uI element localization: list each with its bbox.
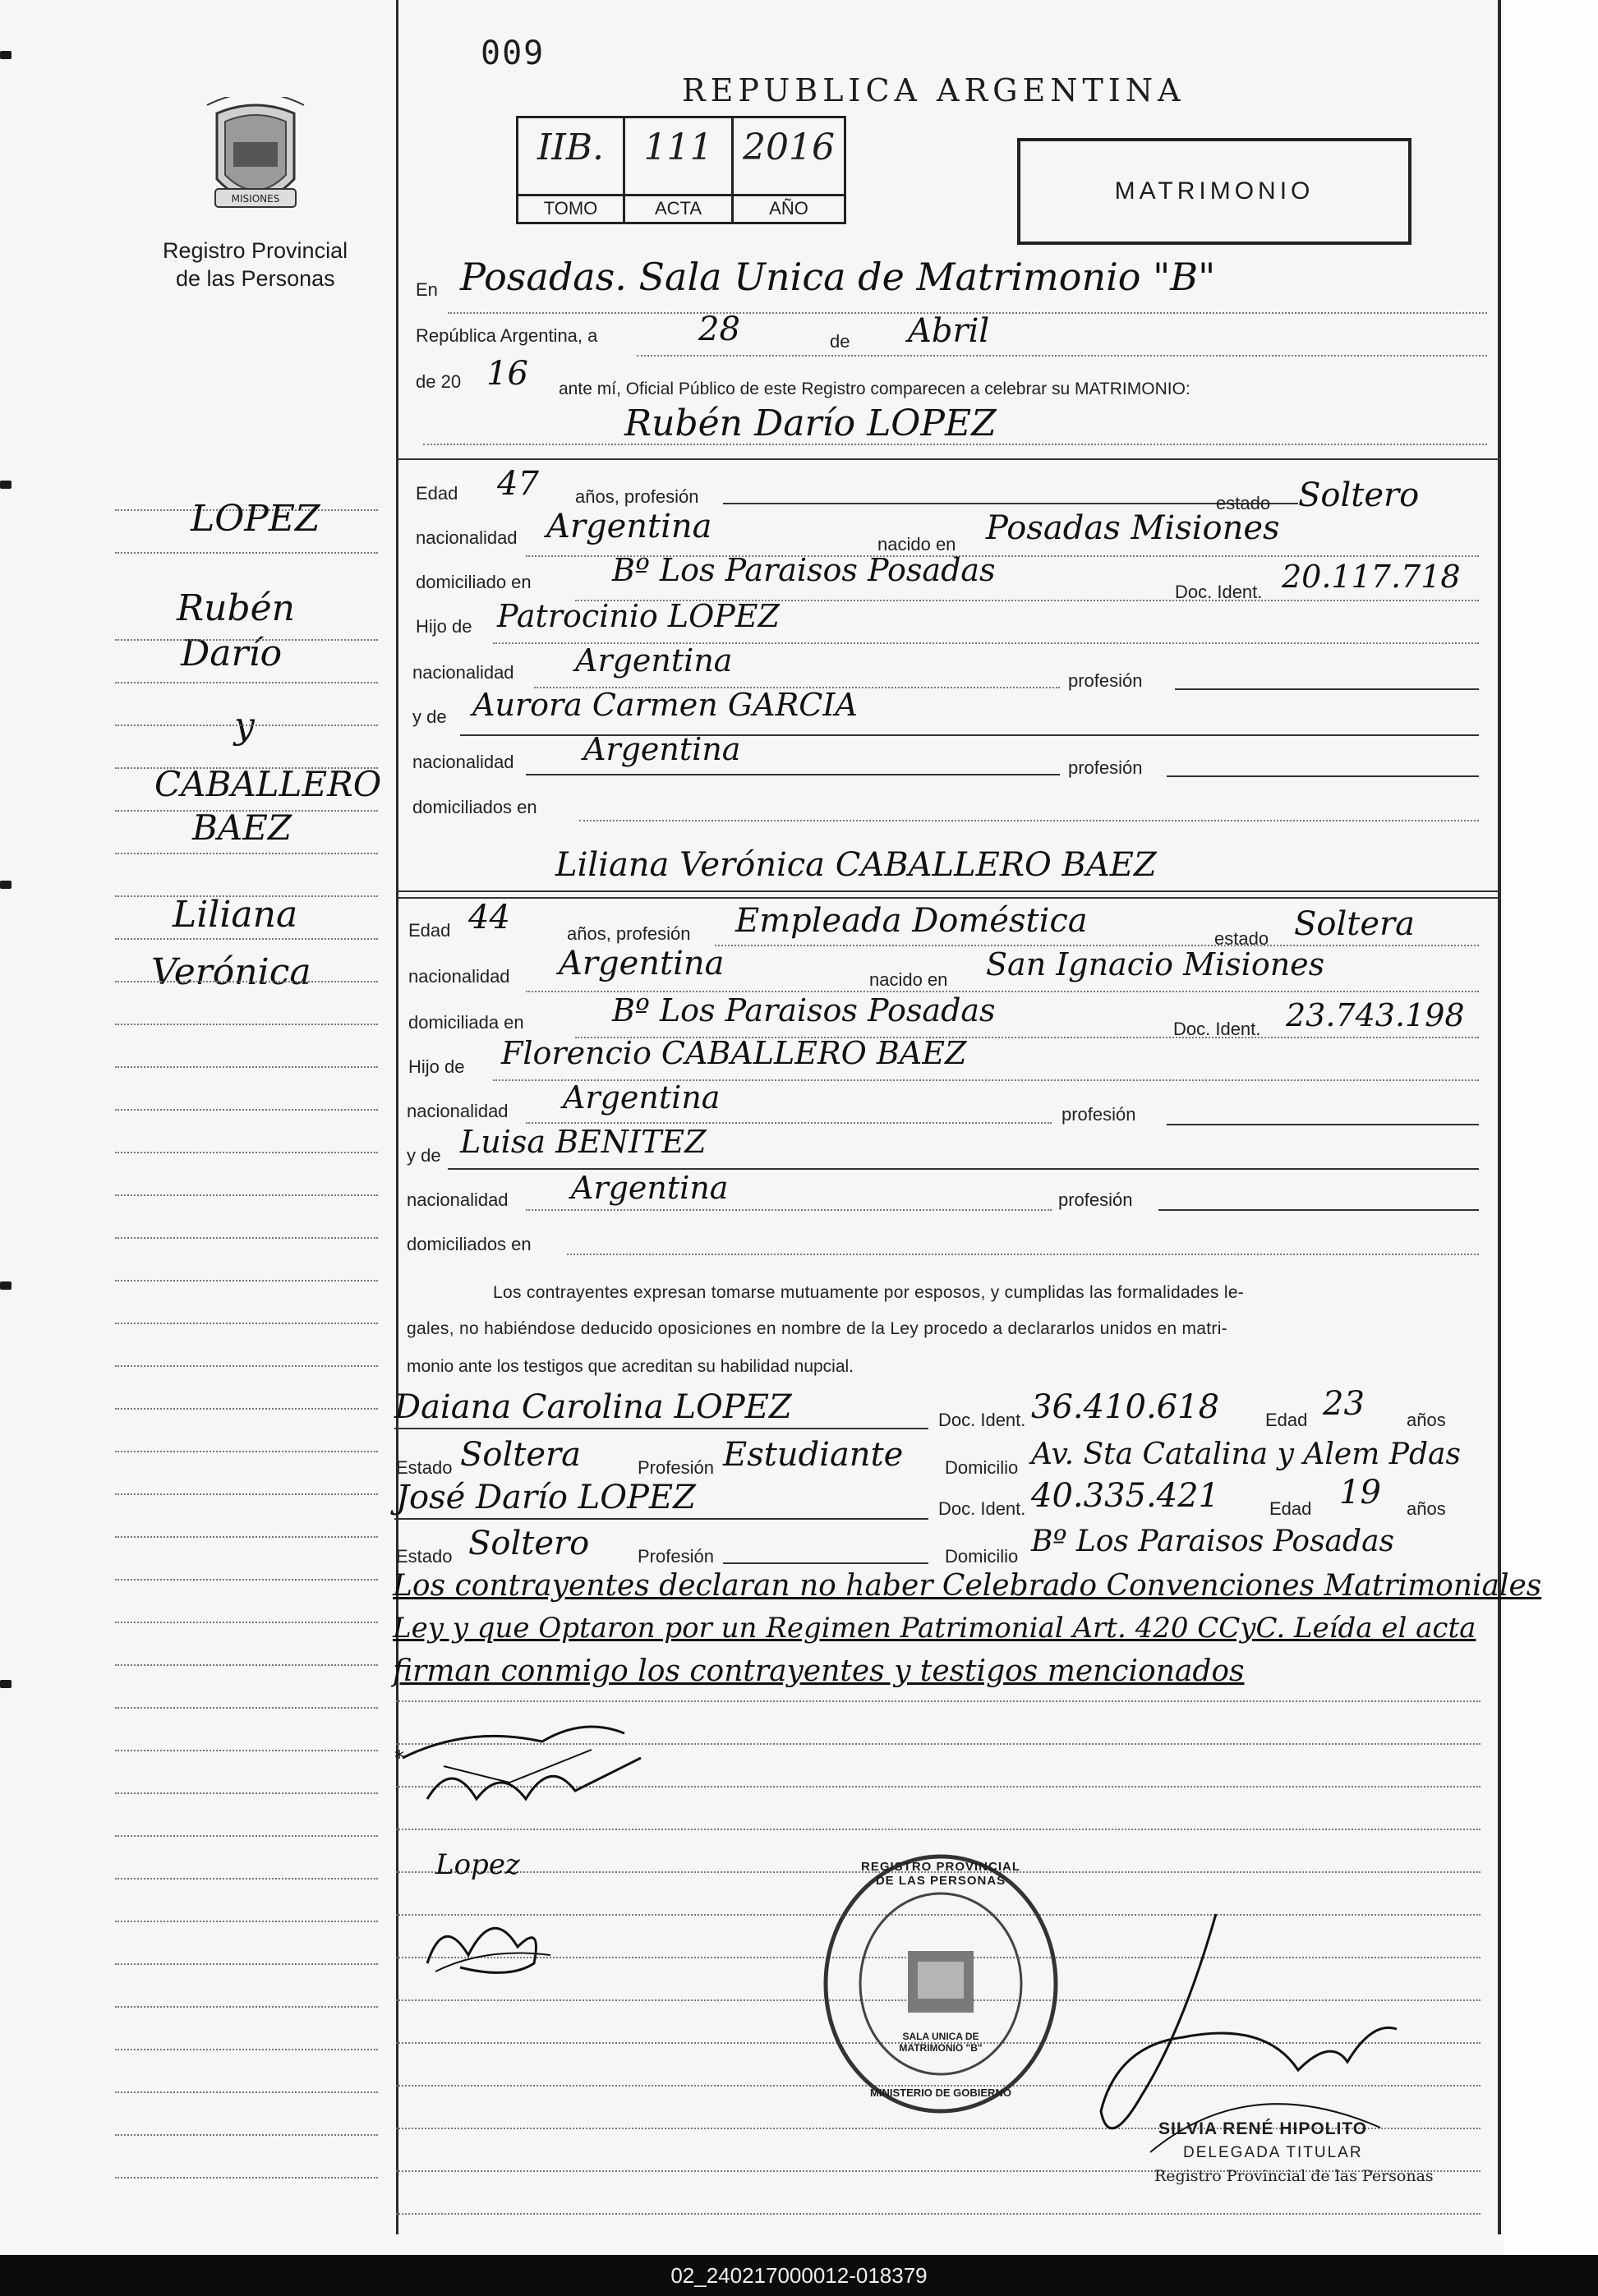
margin-line (115, 810, 378, 812)
notes-line3: firman conmigo los contrayentes y testigos mencionados (393, 1654, 1245, 1688)
bride-estado-label: estado (1214, 928, 1269, 949)
section-rule (396, 890, 1501, 892)
binding-hole (0, 481, 12, 489)
official-stamp (817, 1848, 1064, 2119)
acta-value: 111 (643, 127, 713, 168)
margin-rule (396, 0, 398, 2234)
groom-madre-nac: Argentina (583, 731, 741, 767)
witness2-profesion-label: Profesión (638, 1546, 714, 1567)
witness2-edad: 19 (1339, 1474, 1381, 1511)
margin-line (115, 1066, 378, 1068)
bride-yde-label: y de (407, 1145, 441, 1166)
groom-estado-label: estado (1216, 493, 1271, 513)
groom-nacionalidad-label: nacionalidad (416, 527, 518, 548)
margin-groom-given2: Darío (181, 633, 283, 674)
official-name: SILVIA RENÉ HIPOLITO (1158, 2119, 1368, 2138)
groom-edad: 47 (497, 465, 539, 503)
groom-anos-profesion-label: años, profesión (575, 486, 699, 507)
signature-2-text: Lopez (435, 1848, 520, 1881)
margin-line (115, 682, 378, 683)
margin-line (115, 1451, 378, 1452)
groom-yde-label: y de (412, 706, 447, 727)
margin-line (115, 1152, 378, 1153)
bride-nacido: San Ignacio Misiones (986, 946, 1325, 982)
tomo-value: IIB. (537, 127, 605, 168)
witness2-name: José Darío LOPEZ (396, 1479, 696, 1516)
groom-madre: Aurora Carmen GARCIA (472, 687, 858, 723)
groom-domiciliados-label: domiciliados en (412, 797, 537, 817)
anio-value: 2016 (743, 127, 835, 168)
witness2-edad-label: Edad (1269, 1498, 1312, 1519)
margin-bride-surname2: BAEZ (192, 808, 292, 848)
margin-line (115, 1109, 378, 1111)
fill-line (526, 774, 1060, 775)
stamp-bottom-text: MINISTERIO DE GOBIERNO (870, 2087, 1011, 2099)
bride-nacido-label: nacido en (869, 969, 948, 990)
groom-edad-label: Edad (416, 483, 458, 504)
bride-domicilio: Bº Los Paraisos Posadas (612, 992, 996, 1028)
notes-line2: Ley y que Optaron por un Regimen Patrimonial Art. 420 CCyC. Leída el acta (393, 1612, 1476, 1645)
bride-domiciliada-label: domiciliada en (408, 1012, 524, 1033)
binding-hole (0, 51, 12, 59)
witness2-domicilio: Bº Los Paraisos Posadas (1031, 1525, 1395, 1558)
margin-line (115, 1408, 378, 1410)
notes-line1: Los contrayentes declaran no haber Celebrado Convenciones Matrimoniales (393, 1569, 1542, 1603)
witness1-domicilio: Av. Sta Catalina y Alem Pdas (1031, 1438, 1461, 1471)
margin-line (115, 767, 378, 769)
groom-padre: Patrocinio LOPEZ (497, 598, 780, 634)
acta-cell (625, 118, 734, 223)
witness1-doc-label: Doc. Ident. (938, 1410, 1026, 1430)
bride-doc: 23.743.198 (1286, 997, 1465, 1033)
groom-padre-nac-label: nacionalidad (412, 662, 514, 683)
witness2-domicilio-label: Domicilio (945, 1546, 1019, 1567)
bride-padre: Florencio CABALLERO BAEZ (501, 1035, 967, 1071)
page-edge (1504, 0, 1598, 2255)
groom-doc: 20.117.718 (1282, 559, 1461, 595)
groom-nacido: Posadas Misiones (986, 509, 1280, 547)
witness1-edad: 23 (1323, 1385, 1365, 1423)
bride-estado: Soltera (1294, 905, 1415, 943)
margin-line (115, 1194, 378, 1196)
country-title: REPUBLICA ARGENTINA (682, 72, 1186, 108)
margin-line (115, 1493, 378, 1495)
month-value: Abril (908, 312, 990, 350)
bride-profesion: Empleada Doméstica (735, 902, 1088, 940)
place-value: Posadas. Sala Unica de Matrimonio "B" (460, 255, 1216, 299)
groom-full-name: Rubén Darío LOPEZ (624, 403, 997, 444)
groom-estado: Soltero (1298, 476, 1420, 514)
witness2-doc: 40.335.421 (1031, 1477, 1220, 1515)
fill-line (579, 820, 1479, 821)
declaration-line3: monio ante los testigos que acreditan su habilidad nupcial. (407, 1357, 854, 1376)
witness2-anos-label: años (1407, 1498, 1446, 1519)
record-type-box: MATRIMONIO (1017, 138, 1411, 245)
registry-name-2: de las Personas (176, 266, 335, 291)
record-reference-table (516, 116, 846, 224)
republica-label: República Argentina, a (416, 325, 598, 346)
groom-madre-nac-label: nacionalidad (412, 752, 514, 772)
witness2-estado: Soltero (468, 1525, 590, 1562)
stamp-inner-text: SALA UNICA DE MATRIMONIO "B" (899, 2031, 983, 2054)
groom-padre-prof-label: profesión (1068, 670, 1143, 691)
right-border (1498, 0, 1501, 2234)
signature-1 (394, 1709, 674, 1832)
anio-cell (734, 118, 844, 223)
bride-edad-label: Edad (408, 920, 451, 941)
bride-madre-nac: Argentina (571, 1170, 729, 1206)
declaration-line2: gales, no habiéndose deducido oposiciones en nombre de la Ley procedo a declararlos unidos en matri- (407, 1319, 1227, 1338)
signature-2 (411, 1889, 567, 1988)
day-value: 28 (698, 311, 740, 348)
bride-anos-profesion-label: años, profesión (567, 923, 691, 944)
registry-name: Registro Provincial (163, 238, 348, 263)
binding-hole (0, 1680, 12, 1688)
groom-domicilio: Bº Los Paraisos Posadas (612, 552, 996, 588)
margin-line (115, 1536, 378, 1538)
margin-bride-given1: Liliana (173, 894, 298, 936)
binding-hole (0, 881, 12, 889)
witness1-estado-label: Estado (396, 1457, 453, 1478)
margin-line (115, 639, 378, 641)
provincial-logo (200, 97, 311, 222)
witness1-doc: 36.410.618 (1031, 1388, 1220, 1426)
margin-line (115, 1237, 378, 1239)
fill-line (723, 1562, 928, 1564)
groom-nacido-label: nacido en (877, 534, 956, 554)
year-prefix: de 20 (416, 371, 462, 392)
margin-line (115, 1024, 378, 1025)
witness2-estado-label: Estado (396, 1546, 453, 1567)
svg-text:*: * (394, 1746, 404, 1769)
ruled-line (396, 2213, 1481, 2215)
official-org: Registro Provincial de las Personas (1154, 2167, 1434, 2185)
witness1-anos-label: años (1407, 1410, 1446, 1430)
groom-madre-prof-label: profesión (1068, 757, 1143, 778)
stamp-outer-text: REGISTRO PROVINCIAL DE LAS PERSONAS (860, 1860, 1020, 1888)
sequence-number: 009 (481, 35, 546, 72)
bride-edad: 44 (468, 899, 510, 936)
margin-line (115, 853, 378, 854)
acta-label: ACTA (625, 194, 731, 223)
margin-line (115, 1579, 378, 1581)
section-rule (396, 458, 1501, 460)
margin-groom-surname: LOPEZ (191, 498, 320, 540)
svg-text:MISIONES: MISIONES (231, 193, 280, 205)
en-label: En (416, 279, 438, 300)
margin-bride-given2: Verónica (151, 951, 311, 993)
margin-line (115, 1878, 378, 1880)
margin-line (115, 552, 378, 554)
binding-hole (0, 1281, 12, 1290)
official-title: DELEGADA TITULAR (1183, 2144, 1363, 2161)
margin-line (115, 1664, 378, 1666)
witness1-estado: Soltera (460, 1436, 581, 1474)
intro-text: ante mí, Oficial Público de este Registro comparecen a celebrar su MATRIMONIO: (559, 380, 1190, 398)
document-id-footer: 02_240217000012-018379 (0, 2255, 1598, 2296)
margin-line (115, 2177, 378, 2179)
margin-groom-given1: Rubén (177, 587, 296, 629)
fill-line (394, 1428, 928, 1429)
margin-line (115, 1323, 378, 1324)
bride-madre-prof-label: profesión (1058, 1189, 1133, 1210)
margin-conjunction: y (234, 705, 255, 747)
margin-line (115, 2049, 378, 2050)
witness1-domicilio-label: Domicilio (945, 1457, 1019, 1478)
section-rule (396, 897, 1501, 899)
witness1-edad-label: Edad (1265, 1410, 1308, 1430)
margin-line (115, 2006, 378, 2008)
fill-line (526, 1209, 1052, 1211)
witness1-profesion: Estudiante (723, 1436, 904, 1474)
fill-line (567, 1254, 1479, 1255)
bride-madre-nac-label: nacionalidad (407, 1189, 509, 1210)
bride-padre-nac-label: nacionalidad (407, 1101, 509, 1121)
bride-domiciliados-label: domiciliados en (407, 1234, 532, 1254)
fill-line (1167, 775, 1479, 777)
margin-line (115, 725, 378, 726)
fill-line (723, 503, 1298, 504)
year-suffix: 16 (486, 355, 528, 393)
margin-line (115, 1622, 378, 1623)
margin-line (115, 895, 378, 897)
margin-line (115, 938, 378, 940)
margin-bride-surname1: CABALLERO (154, 764, 382, 804)
margin-line (115, 1792, 378, 1794)
declaration-line1: Los contrayentes expresan tomarse mutuamente por esposos, y cumplidas las formalidades le- (493, 1283, 1245, 1302)
fill-line (423, 444, 1487, 445)
bride-madre: Luisa BENITEZ (460, 1124, 707, 1160)
witness2-doc-label: Doc. Ident. (938, 1498, 1026, 1519)
bride-hijo-label: Hijo de (408, 1056, 465, 1077)
witness1-name: Daiana Carolina LOPEZ (394, 1388, 792, 1426)
bride-padre-prof-label: profesión (1061, 1104, 1136, 1125)
margin-line (115, 2134, 378, 2136)
fill-line (637, 355, 1487, 357)
tomo-cell (518, 118, 625, 223)
groom-domiciliado-label: domiciliado en (416, 572, 532, 592)
de-label: de (830, 331, 850, 352)
anio-label: AÑO (734, 194, 844, 223)
bride-padre-nac: Argentina (563, 1079, 721, 1116)
margin-line (115, 1707, 378, 1709)
margin-line (115, 981, 378, 982)
groom-hijo-label: Hijo de (416, 616, 472, 637)
bride-nacionalidad: Argentina (559, 945, 725, 982)
margin-line (115, 1750, 378, 1751)
fill-line (1175, 688, 1479, 690)
fill-line (1158, 1209, 1479, 1211)
groom-nacionalidad: Argentina (546, 508, 712, 545)
bride-nacionalidad-label: nacionalidad (408, 966, 510, 987)
groom-doc-label: Doc. Ident. (1175, 582, 1263, 602)
margin-line (115, 1365, 378, 1367)
bride-doc-label: Doc. Ident. (1173, 1019, 1261, 1039)
fill-line (1167, 1124, 1479, 1125)
bride-full-name: Liliana Verónica CABALLERO BAEZ (555, 846, 1157, 884)
ruled-line (396, 1700, 1481, 1702)
witness1-profesion-label: Profesión (638, 1457, 714, 1478)
tomo-label: TOMO (518, 194, 623, 223)
fill-line (394, 1518, 928, 1520)
margin-line (115, 1835, 378, 1837)
margin-line (115, 1963, 378, 1965)
margin-line (115, 1280, 378, 1281)
margin-line (115, 1921, 378, 1922)
margin-line (115, 2091, 378, 2093)
groom-padre-nac: Argentina (575, 642, 733, 679)
